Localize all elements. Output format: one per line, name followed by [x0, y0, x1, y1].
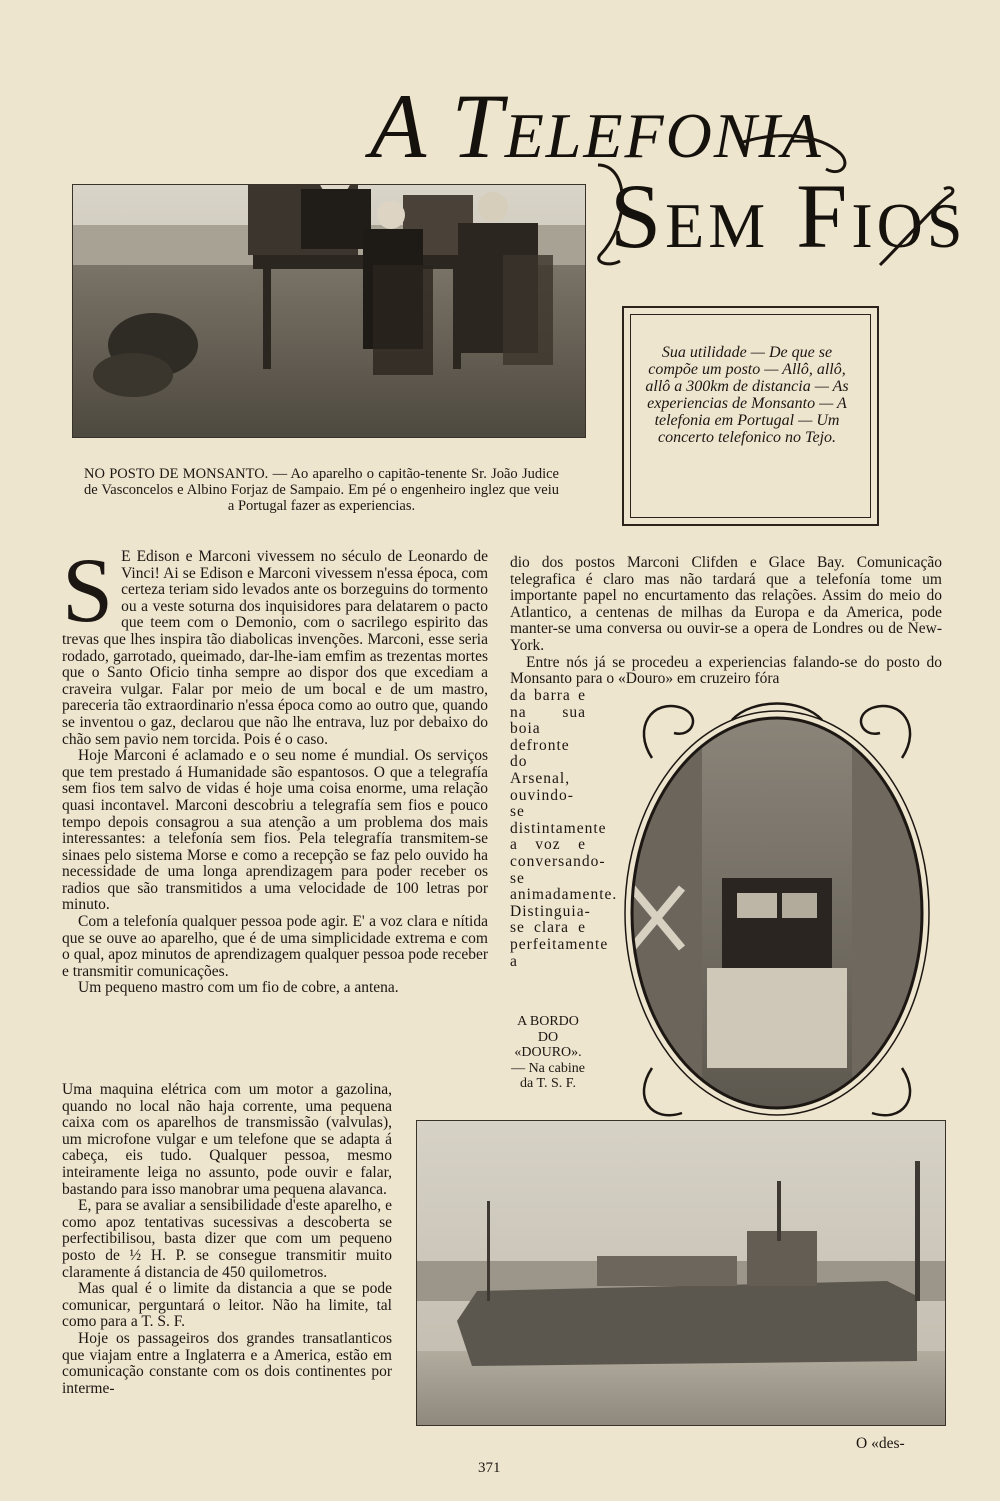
- paragraph: Mas qual é o limite da distancia a que se pode comunicar, perguntará o leitor. Não ha limite, tal como para a T. S. F.: [62, 1280, 392, 1331]
- title-flourish-ornament: [590, 125, 960, 285]
- continuation-text: O «des-: [856, 1435, 905, 1452]
- oval-photo-caption: A BORDO DO «DOURO». — Na cabine da T. S. F.: [511, 1014, 585, 1091]
- monsanto-station-photo: [72, 184, 586, 438]
- paragraph: E, para se avaliar a sensibilidade d'este aparelho, e como apoz tentativas sucessivas a descoberta se perfectibilisou, basta dizer que com um pequeno posto de ½ H. P. se consegue transmitir muito claramente á distancia de 450 quilometros.: [62, 1197, 392, 1281]
- paragraph: E Edison e Marconi vivessem no século de Leonardo de Vinci! Ai se Edison e Marconi vivessem n'essa época, com certeza teriam sido levados ante os borzeguins do tormento ou a veste soturna dos inquisidores para delatarem o pacto que teem com o Demonio, com o sacrilego espirito das trevas que lhes inspira tão diabolicas invenções. Marconi, esse seria rodado, garrotado, queimado, dar-lhe-iam emfim as trezentas mortes que o Santo Oficio tinha sempre ao dispor dos que excediam a craveira vulgar. Falar por meio de um bocal e de um mastro, pareceria tão extraordinario n'essa época como ao outro que, quando se inventou o gaz, declarou que não lhe entrava, luz por debaixo do chão sem pavio nem torcida. Pois é o caso.: [62, 548, 488, 748]
- paragraph: Uma maquina elétrica com um motor a gazolina, quando no local não haja corrente, uma pequena caixa com os aparelhos de transmissão (valvulas), um microfone vulgar e um telefone que se adapta á cabeça, eis tudo. Qualquer pessoa, mesmo inteiramente leiga no assunto, pode ouvir e falar, bastando para isso manobrar uma pequena alavanca.: [62, 1081, 392, 1198]
- page-number: 371: [478, 1460, 501, 1476]
- article-title-line-1: A Telefonia: [370, 75, 823, 177]
- top-photo-caption: NO POSTO DE MONSANTO. — Ao aparelho o capitão-tenente Sr. João Judice de Vasconcelos e Albino Forjaz de Sampaio. Em pé o engenheiro inglez que veiu a Portugal fazer as experiencias.: [84, 466, 559, 514]
- douro-cabin-oval-photo: [612, 688, 942, 1128]
- drop-cap: S: [62, 539, 114, 641]
- summary-text: Sua utilidade — De que se compõe um posto — Allô, allô, allô a 300km de distancia — As experiencias de Monsanto — A telefonia em Portugal — Um concerto telefonico no Tejo.: [645, 344, 849, 446]
- paragraph: Hoje os passageiros dos grandes transatlanticos que viajam entre a Inglaterra e a America, estão em comunicação constante com os dois continentes por interme-: [62, 1329, 392, 1397]
- summary-box: [622, 306, 879, 526]
- article-left-column: [62, 539, 488, 997]
- paragraph: Um pequeno mastro com um fio de cobre, a antena.: [78, 979, 399, 997]
- article-left-narrow-column: [62, 1082, 392, 1397]
- paragraph: dio dos postos Marconi Clifden e Glace Bay. Comunicação telegrafica é claro mas não tardará que a telefonía tome um importante papel no encurtamento das relações. Assim do meio do Atlantico, a centenas de milhas da Europa e da America, pode manter-se uma conversa ou ouvir-se a opera de Londres ou de New-York.: [510, 554, 942, 654]
- article-right-narrow-text: da barra e na sua boia defronte do Arsenal, ouvindo-se distintamente a voz e conversando-se animadamente. Distinguia-se clara e perfeitamente a: [510, 687, 618, 970]
- warship-photo: [416, 1120, 946, 1426]
- article-right-column: [510, 555, 942, 688]
- article-title-line-2: Sem Fios: [610, 165, 967, 267]
- paragraph: Entre nós já se procedeu a experiencias falando-se do posto do Monsanto para o «Douro» em cruzeiro fóra: [510, 653, 942, 688]
- paragraph: Com a telefonía qualquer pessoa pode agir. E' a voz clara e nítida que se ouve ao aparelho, que é de uma simplicidade extrema e com o qual, apoz minutos de aprendizagem qualquer pessoa pode receber e transmitir comunicações.: [62, 913, 488, 980]
- paragraph: Hoje Marconi é aclamado e o seu nome é mundial. Os serviços que tem prestado á Humanidade são espantosos. O que a telegrafía sem fios tem salvo de vidas é hoje uma coisa enorme, uma relação quasi incontavel. Marconi descobriu a telegrafía sem fios e pouco tempo depois consagrou a sua atenção a um problema dos mais interessantes: a telefonía sem fios. Pela telegrafía transmitem-se sinaes pelo sistema Morse e como a recepção se faz pelo ouvido ha necessidade de uma longa aprendizagem para poder receber os radios que são transmitidos a uma velocidade de 100 letras por minuto.: [62, 747, 488, 914]
